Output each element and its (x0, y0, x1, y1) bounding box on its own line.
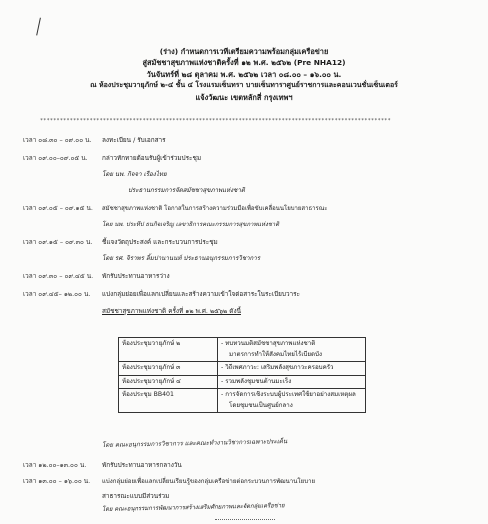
schedule-title-cont: สาธารณะแบบมีส่วนร่วม (102, 492, 170, 500)
table-row (119, 389, 366, 413)
schedule-time: เวลา ๐๙.๑๕ – ๐๙.๓๐ น. (23, 238, 93, 246)
star-divider: ********************************************************************************************************** (40, 118, 391, 124)
schedule-time: เวลา ๐๙.๓๐ – ๐๙.๔๕ น. (23, 272, 94, 280)
schedule-speaker: โดย นพ. ประทีป ธนกิจเจริญ เลขาธิการคณะกรรมการสุขภาพแห่งชาติ (102, 222, 280, 228)
room-topic: - วิถีเพศภาวะ: เสริมพลังสุขภาวะครอบครัว (218, 362, 366, 376)
schedule-time: เวลา ๐๙.๐๐–๐๙.๐๕ น. (23, 154, 88, 162)
doc-venue: ณ ห้องประชุมวายุภักษ์ ๒-๔ ชั้น ๔ โรงแรมเซ็นทรา บายเซ็นทาราศูนย์ราชการและคอนเวนชั่นเซ็นเตอร์ (90, 81, 398, 89)
schedule-title: แบ่งกลุ่มย่อยเพื่อแลกเปลี่ยนเรียนรู้ของกลุ่มเครือข่ายต่อกระบวนการพัฒนานโยบาย (102, 478, 316, 485)
schedule-title: ลงทะเบียน / รับเอกสาร (102, 136, 166, 144)
room-topic-line: มาตรการทำให้สังคมไทยไร้เบียดบัง (229, 350, 322, 358)
schedule-speaker: โดย นพ. กิจจา เรืองไทย (102, 171, 167, 178)
schedule-title: พักรับประทานอาหารว่าง (102, 272, 170, 280)
schedule-title: ชี้แจงวัตถุประสงค์ และกระบวนการประชุม (102, 238, 218, 246)
room-name: ห้องประชุมวายุภักษ์ ๔ (119, 375, 218, 389)
doc-title: (ร่าง) กำหนดการเวทีเตรียมความพร้อมกลุ่มเครือข่าย (159, 47, 329, 56)
room-topic: - รวมพลังชุมชนต้านมะเร็ง (218, 375, 366, 389)
schedule-time: เวลา ๐๙.๐๕ – ๐๙.๑๕ น. (23, 204, 93, 212)
schedule-time: เวลา ๐๙.๔๕– ๑๒.๐๐ น. (23, 290, 91, 298)
schedule-time: เวลา ๑๒.๐๐–๑๓.๐๐ น. (23, 461, 87, 469)
schedule-title-cont: สมัชชาสุขภาพแห่งชาติ ครั้งที่ ๑๒ พ.ศ. ๒๕๖๒ ดังนี้ (102, 307, 241, 315)
footer-dots (215, 519, 275, 520)
schedule-speaker: โดย รศ. จิราพร ลิ้มปานานนท์ ประธานอนุกรรมการวิชาการ (102, 255, 261, 262)
breakout-rooms-table (118, 337, 366, 413)
schedule-time: เวลา ๐๘.๓๐ – ๐๙.๐๐ น. (23, 136, 92, 144)
room-name: ห้องประชุม BB401 (119, 389, 218, 413)
doc-venue-address: แจ้งวัฒนะ เขตหลักสี่ กรุงเทพฯ (195, 93, 293, 102)
schedule-title: พักรับประทานอาหารกลางวัน (102, 461, 182, 469)
room-name: ห้องประชุมวายุภักษ์ ๒ (119, 338, 218, 362)
room-topic (218, 389, 366, 413)
room-topic (218, 338, 366, 362)
doc-subtitle: สู่สมัชชาสุขภาพแห่งชาติครั้งที่ ๑๒ พ.ศ. ๒๕๖๒ (Pre NHA12) (142, 58, 346, 67)
schedule-speaker: โดย คณะอนุกรรมการวิชาการ และคณะทำงานวิชาการเฉพาะประเด็น (101, 438, 288, 449)
schedule-time: เวลา ๑๓.๐๐ – ๑๖.๐๐ น. (23, 477, 91, 485)
schedule-speaker-role: ประธานกรรมการจัดสมัชชาสุขภาพแห่งชาติ (128, 187, 245, 194)
schedule-title: สมัชชาสุขภาพแห่งชาติ โอกาสในการสร้างความร่วมมือเพื่อขับเคลื่อนนโยบายสาธารณะ (102, 205, 328, 212)
schedule-title: แบ่งกลุ่มย่อยเพื่อแลกเปลี่ยนและสร้างความเข้าใจต่อสาระในระเบียบวาระ (102, 290, 300, 298)
table-row (119, 375, 366, 389)
schedule-speaker: โดย คณะอนุกรรมการพัฒนาการสร้างเสริมศักยภาพและจัดกลุ่มเครือข่าย (101, 503, 285, 513)
table-row (119, 338, 366, 362)
room-topic-line: โดยชุมชนเป็นศูนย์กลาง (229, 401, 293, 409)
room-name: ห้องประชุมวายุภักษ์ ๓ (119, 362, 218, 376)
room-topic-line: - ทบทวนมติสมัชชาสุขภาพแห่งชาติ (221, 340, 316, 347)
doc-date: วันจันทร์ที่ ๒๘ ตุลาคม พ.ศ. ๒๕๖๒ เวลา ๐๘.๐๐ – ๑๖.๐๐ น. (146, 70, 342, 79)
schedule-title: กล่าวทักทายต้อนรับผู้เข้าร่วมประชุม (102, 154, 202, 162)
room-topic-line: - การจัดการเชิงระบบผู้ประเทศใช้ยาอย่างสมเหตุผล (221, 391, 356, 398)
table-row (119, 362, 366, 376)
pen-mark (36, 18, 45, 37)
